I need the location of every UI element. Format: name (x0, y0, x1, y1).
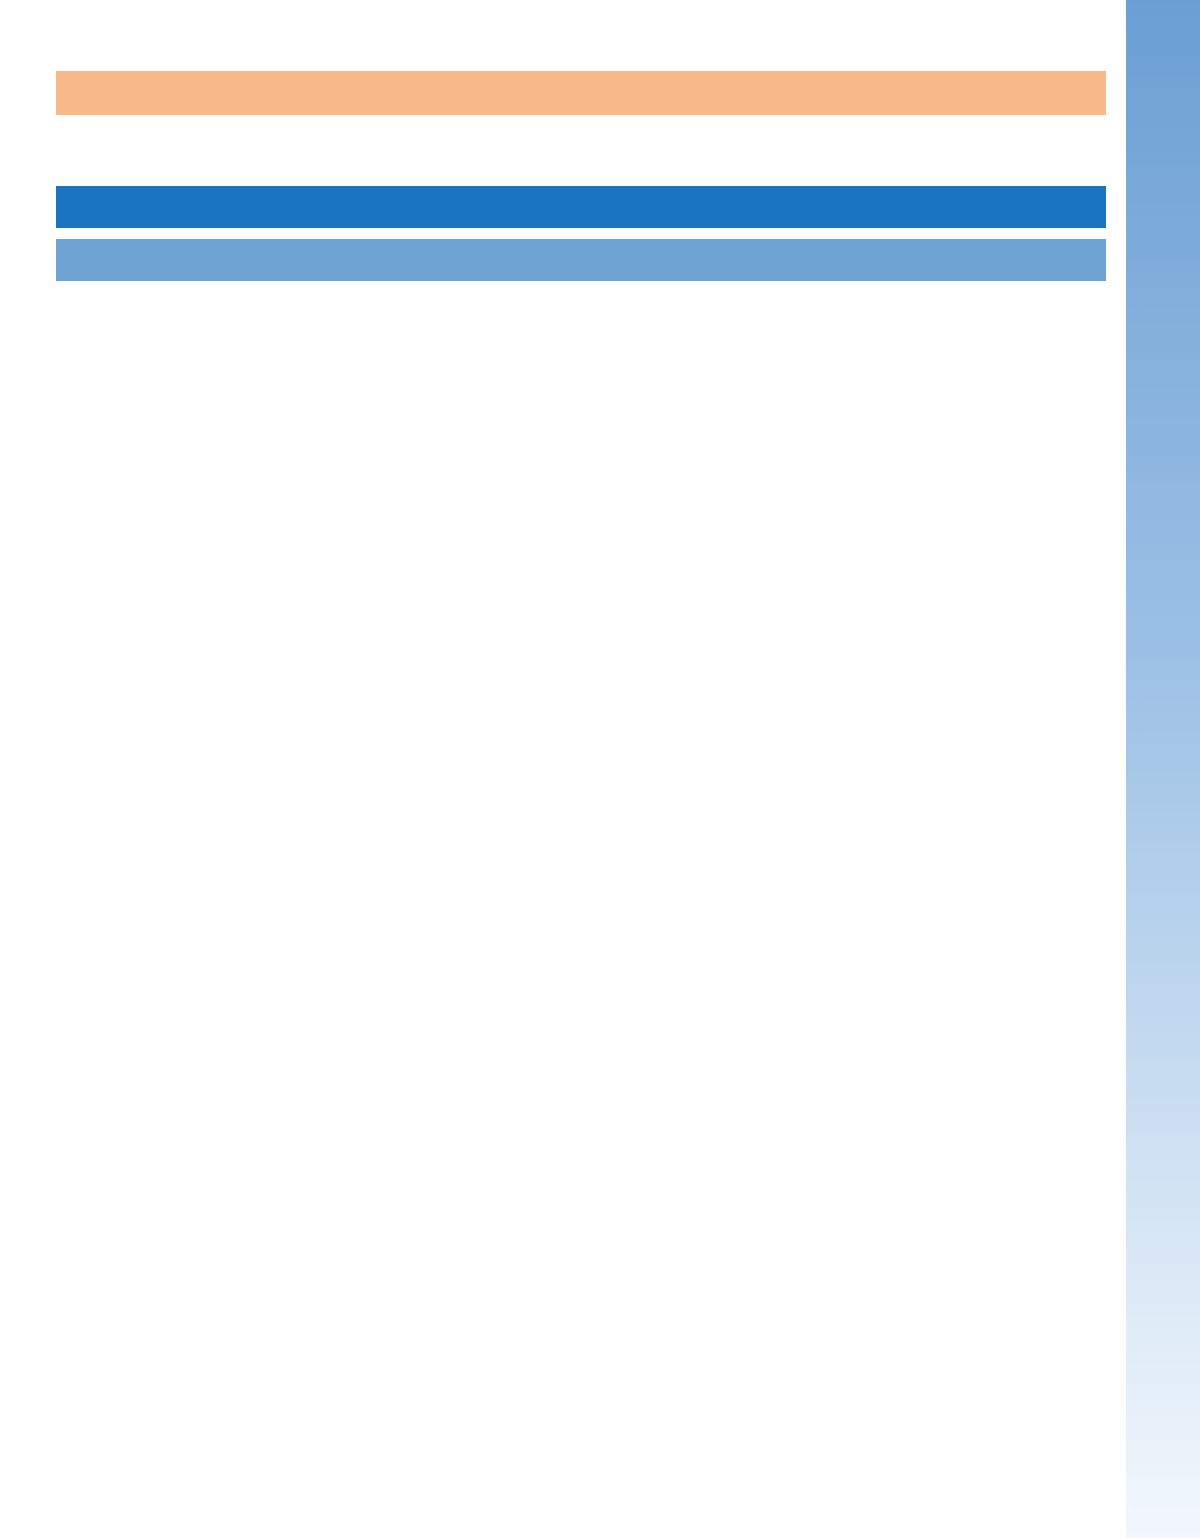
main-content (56, 47, 1106, 310)
west-board-header-bar (56, 239, 1106, 281)
west-zone-bar (56, 186, 1106, 228)
uplands-header-bar (56, 71, 1106, 115)
sidebar-title (1146, 90, 1186, 960)
